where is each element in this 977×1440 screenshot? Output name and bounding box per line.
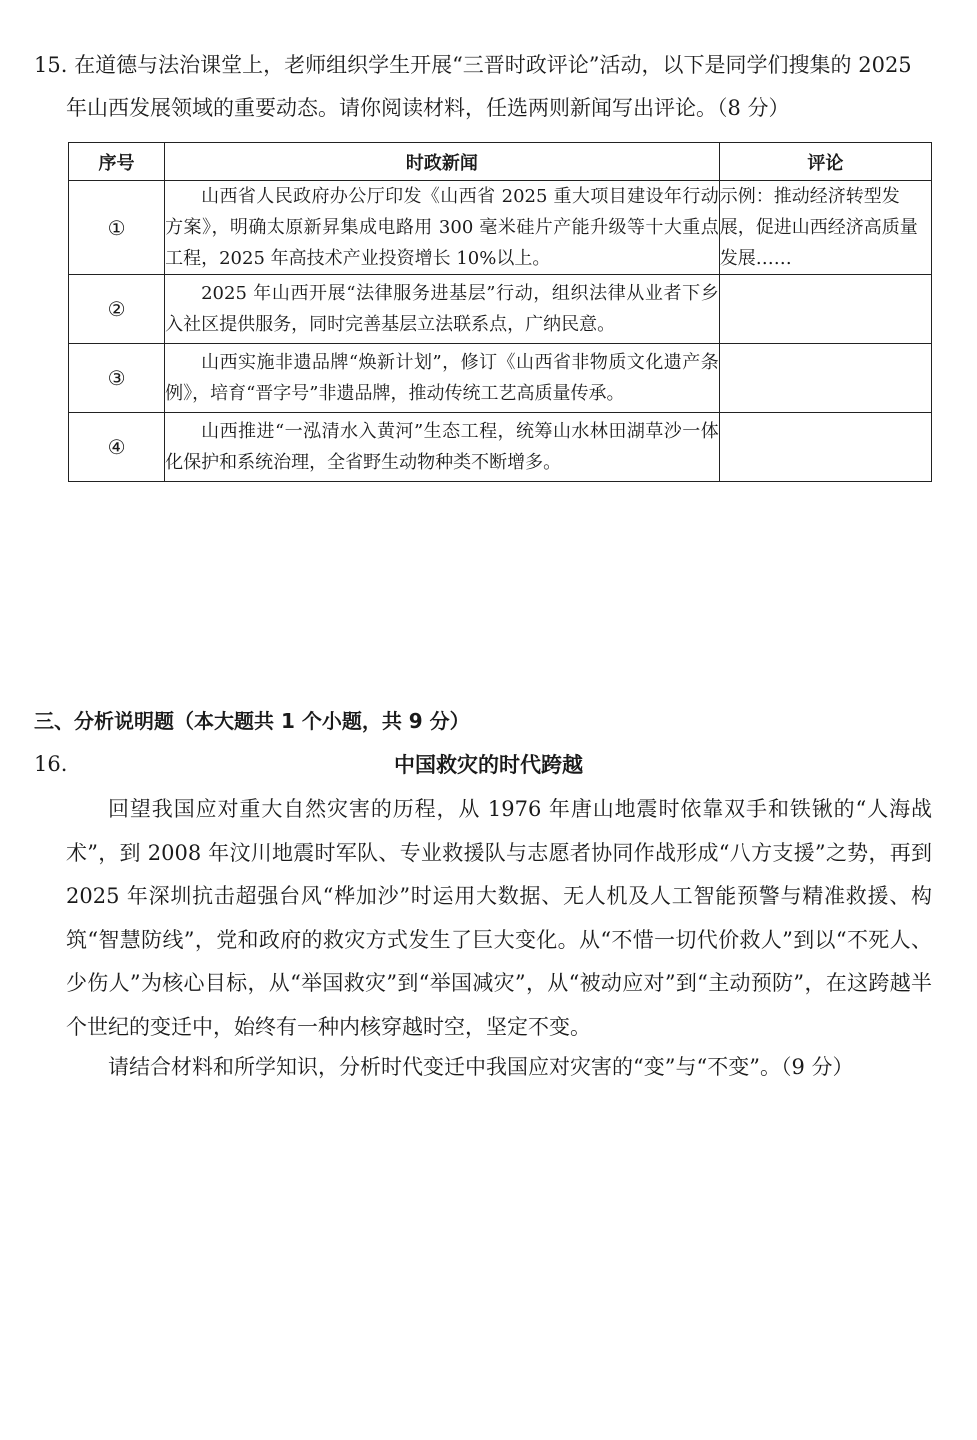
table-row [69,413,932,482]
header-number: 序号 [69,143,165,181]
comment-cell[interactable] [719,344,931,413]
question-16-prompt: 请结合材料和所学知识，分析时代变迁中我国应对灾害的“变”与“不变”。（9 分） [108,1055,854,1079]
question-16-title: 中国救灾的时代跨越 [394,753,583,777]
question-16-number: 16. [34,752,68,776]
table-row [69,181,932,275]
news-text: 山西省人民政府办公厅印发《山西省 2025 重大项目建设年行动方案》，明确太原新昇集成电路用 300 毫米硅片产能升级等十大重点工程，2025 年高技术产业投资增长 10%以上。 [165,181,720,275]
news-commentary-table [68,142,932,482]
header-comment: 评论 [719,143,931,181]
comment-cell[interactable] [719,413,931,482]
table-row [69,344,932,413]
row-number: ② [69,275,165,344]
section-3-heading: 三、分析说明题（本大题共 1 个小题，共 9 分） [34,709,470,733]
question-15-line-2: 年山西发展领域的重要动态。请你阅读材料，任选两则新闻写出评论。（8 分） [66,96,790,120]
comment-cell[interactable]: 示例：推动经济转型发展，促进山西经济高质量发展…… [719,181,931,275]
row-number: ③ [69,344,165,413]
table-row [69,275,932,344]
news-text: 山西实施非遗品牌“焕新计划”，修订《山西省非物质文化遗产条例》，培育“晋字号”非遗品牌，推动传统工艺高质量传承。 [165,344,720,413]
row-number: ① [69,181,165,275]
comment-cell[interactable] [719,275,931,344]
header-news: 时政新闻 [165,143,720,181]
question-15-line-1: 15. 在道德与法治课堂上，老师组织学生开展“三晋时政评论”活动，以下是同学们搜集的 2025 [34,53,912,77]
news-text: 山西推进“一泓清水入黄河”生态工程，统筹山水林田湖草沙一体化保护和系统治理，全省野生动物种类不断增多。 [165,413,720,482]
table-header-row [69,143,932,181]
news-text: 2025 年山西开展“法律服务进基层”行动，组织法律从业者下乡入社区提供服务，同时完善基层立法联系点，广纳民意。 [165,275,720,344]
row-number: ④ [69,413,165,482]
question-16-material: 回望我国应对重大自然灾害的历程，从 1976 年唐山地震时依靠双手和铁锹的“人海战术”，到 2008 年汶川地震时军队、专业救援队与志愿者协同作战形成“八方支援”之势，再到 2025 年深圳抗击超强台风“桦加沙”时运用大数据、无人机及人工智能预警与精准救援、构筑“智慧防线”，党和政府的救灾方式发生了巨大变化。从“不惜一切代价救人”到以“不死人、少伤人”为核心目标，从“举国救灾”到“举国减灾”，从“被动应对”到“主动预防”，在这跨越半个世纪的变迁中，始终有一种内核穿越时空，坚定不变。 [66,797,932,1039]
